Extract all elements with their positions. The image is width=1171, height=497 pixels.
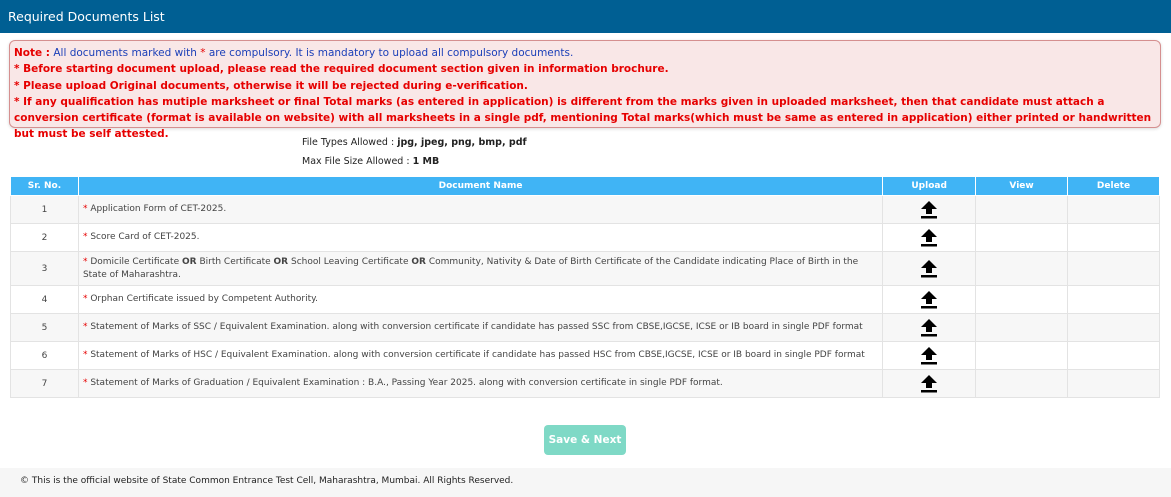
note-line-3: * Please upload Original documents, otherwise it will be rejected during e-verification. [14,79,528,92]
row-sr-no: 5 [11,314,79,342]
upload-icon[interactable] [920,318,938,337]
document-name-text: Orphan Certificate issued by Competent Authority. [90,294,318,304]
row-delete-cell [1068,342,1160,370]
row-document-name [78,196,882,224]
note-label: Note : [14,47,50,59]
row-document-name [78,342,882,370]
document-name-text: Community, Nativity & Date of Birth Certificate of the Candidate indicating Place of Birth in the State of Maharashtra. [82,256,859,280]
col-upload: Upload [883,177,976,196]
row-sr-no: 2 [11,224,79,252]
or-keyword: OR [273,256,289,267]
row-document-name [78,314,882,342]
table-row [11,224,1160,252]
note-line-1 [14,45,1156,61]
document-name-text: School Leaving Certificate [288,256,412,267]
note-panel [9,40,1161,141]
document-name-text: Birth Certificate [196,256,274,267]
row-upload-cell [883,342,976,370]
file-size-value: 1 MB [412,156,440,167]
or-keyword: OR [411,256,426,267]
row-view-cell [976,224,1068,252]
note-text-b: are compulsory. It is mandatory to upload all compulsory documents. [208,47,574,59]
file-types-info [302,137,527,148]
upload-icon[interactable] [920,200,938,219]
page-header [0,0,1171,33]
row-delete-cell [1068,370,1160,398]
row-sr-no: 7 [11,370,79,398]
required-star: * [82,322,88,332]
row-document-name [78,370,882,398]
row-upload-cell [883,224,976,252]
document-name-text: Application Form of CET-2025. [90,204,227,214]
file-size-label: Max File Size Allowed : [302,156,410,167]
table-row [11,314,1160,342]
footer-text: © This is the official website of State Common Entrance Test Cell, Maharashtra, Mumbai. All Rights Reserved. [20,476,514,486]
or-keyword: OR [181,256,197,267]
row-view-cell [976,252,1068,286]
document-name-text: Statement of Marks of HSC / Equivalent Examination. along with conversion certificate if candidate has passed HSC from CBSE,IGCSE, ICSE or IB board in single PDF format [90,350,865,360]
required-star: * [82,294,88,304]
row-upload-cell [883,252,976,286]
document-name-text: Statement of Marks of Graduation / Equivalent Examination : B.A., Passing Year 2025. along with conversion certificate in single PDF format. [90,378,723,388]
upload-icon[interactable] [920,290,938,309]
document-name-text: Score Card of CET-2025. [90,232,200,242]
required-star: * [82,256,88,267]
note-text-a: All documents marked with [53,47,197,59]
row-delete-cell [1068,224,1160,252]
row-delete-cell [1068,314,1160,342]
save-next-button[interactable]: Save & Next [544,425,626,455]
row-view-cell [976,370,1068,398]
row-sr-no: 1 [11,196,79,224]
file-types-value: jpg, jpeg, png, bmp, pdf [397,137,527,148]
footer [0,468,1171,497]
row-sr-no: 6 [11,342,79,370]
required-star: * [200,47,206,59]
upload-icon[interactable] [920,259,938,278]
required-star: * [82,378,88,388]
document-name-text: Domicile Certificate [90,256,182,267]
row-upload-cell [883,196,976,224]
row-upload-cell [883,314,976,342]
upload-icon[interactable] [920,228,938,247]
file-types-label: File Types Allowed : [302,137,395,148]
row-view-cell [976,286,1068,314]
col-view: View [976,177,1068,196]
upload-icon[interactable] [920,346,938,365]
row-sr-no: 4 [11,286,79,314]
table-row [11,342,1160,370]
required-star: * [82,350,88,360]
file-size-info [302,156,439,167]
col-sr-no: Sr. No. [11,177,79,196]
row-delete-cell [1068,286,1160,314]
row-delete-cell [1068,252,1160,286]
note-line-4: * If any qualification has mutiple marksheet or final Total marks (as entered in application) is different from the marks given in uploaded marksheet, then that candidate must attach a conversion certificate (format is available on website) with all marksheets in a single pdf, mentioning Total marks(which must be same as entered in application) either printed or handwritten but must be self attested. [14,95,1152,141]
table-row [11,252,1160,286]
table-row [11,286,1160,314]
row-document-name [78,286,882,314]
required-star: * [82,204,88,214]
col-document-name: Document Name [78,177,882,196]
row-view-cell [976,314,1068,342]
table-row [11,370,1160,398]
row-document-name [78,224,882,252]
required-star: * [82,232,88,242]
row-upload-cell [883,370,976,398]
table-header-row [11,177,1160,196]
upload-icon[interactable] [920,374,938,393]
note-line-2: * Before starting document upload, please read the required document section given in information brochure. [14,63,669,76]
document-name-text: Statement of Marks of SSC / Equivalent Examination. along with conversion certificate if candidate has passed SSC from CBSE,IGCSE, ICSE or IB board in single PDF format [90,322,863,332]
row-delete-cell [1068,196,1160,224]
row-view-cell [976,342,1068,370]
row-sr-no: 3 [11,252,79,286]
documents-table [10,176,1160,398]
row-document-name [78,252,882,286]
table-row [11,196,1160,224]
row-upload-cell [883,286,976,314]
col-delete: Delete [1068,177,1160,196]
page-title: Required Documents List [8,9,165,24]
row-view-cell [976,196,1068,224]
